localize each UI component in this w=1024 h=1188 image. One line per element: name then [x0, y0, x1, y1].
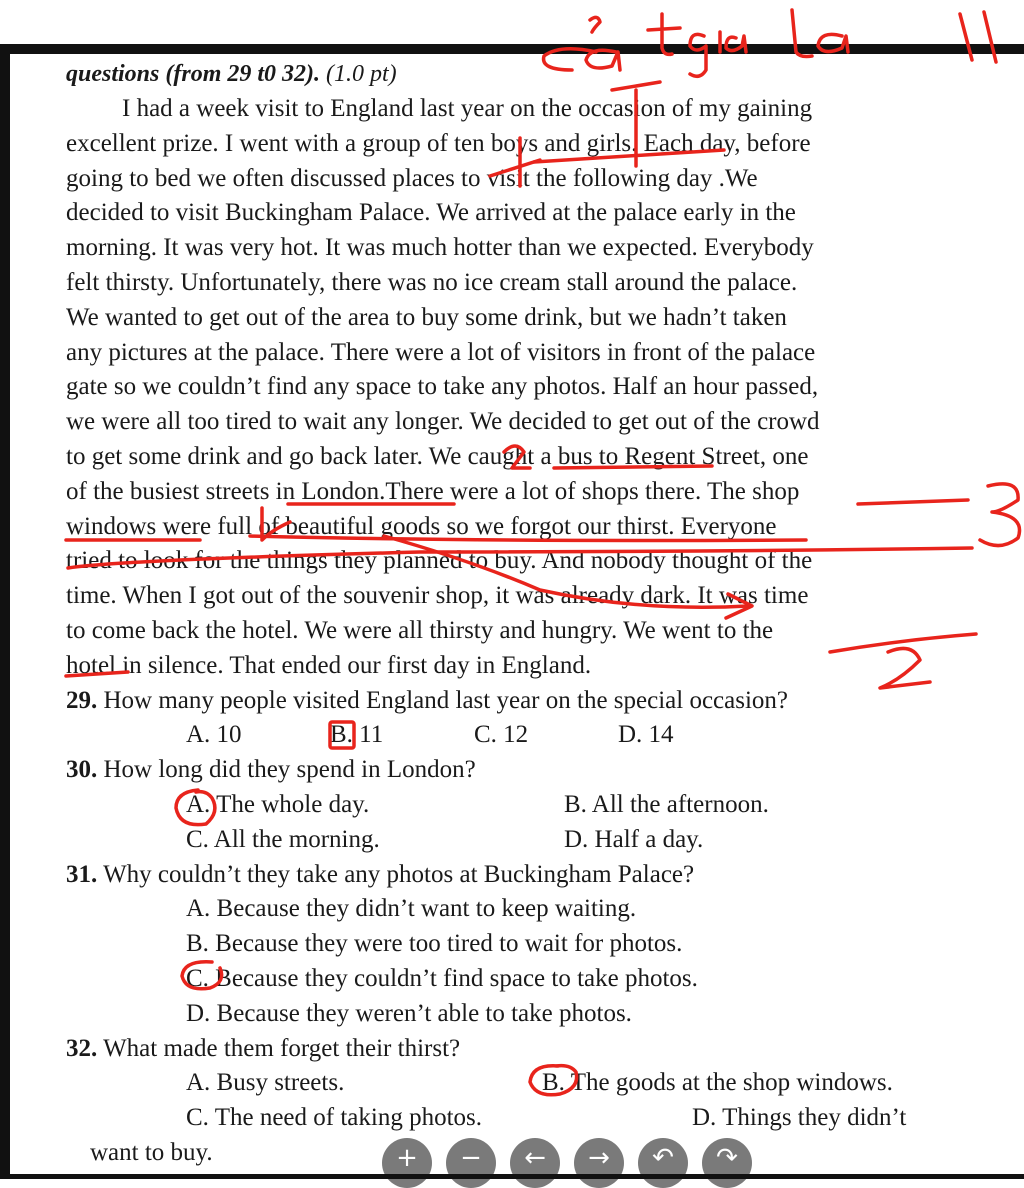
- header-points: (1.0 pt): [326, 61, 397, 87]
- option-31-c[interactable]: C. Because they couldn’t find space to take photos.: [186, 964, 698, 992]
- passage-line: going to bed we often discussed places to visit the following day .We: [66, 164, 758, 192]
- rotate-right-button[interactable]: [702, 1138, 752, 1188]
- passage-line: time. When I got out of the souvenir shop, it was already dark. It was time: [66, 582, 809, 610]
- option-30-c[interactable]: C. All the morning.: [186, 825, 380, 853]
- option-32-a[interactable]: A. Busy streets.: [186, 1069, 345, 1097]
- passage-line: gate so we couldn’t find any space to take any photos. Half an hour passed,: [66, 373, 819, 401]
- passage-line: I had a week visit to England last year on the occasion of my gaining: [122, 95, 813, 122]
- option-31-b[interactable]: B. Because they were too tired to wait for photos.: [186, 930, 683, 958]
- bottom-border: [0, 1174, 1024, 1179]
- passage-line: of the busiest streets in London.There were a lot of shops there. The shop: [66, 477, 800, 505]
- passage-line: to get some drink and go back later. We caught a bus to Regent Street, one: [66, 442, 809, 470]
- arrow-right-icon: →: [588, 1143, 610, 1173]
- question-30-options-row1: [66, 788, 966, 823]
- passage-line: felt thirsty. Unfortunately, there was no ice cream stall around the palace.: [66, 268, 798, 296]
- mark-3: [980, 484, 1020, 546]
- option-30-d[interactable]: D. Half a day.: [564, 825, 704, 853]
- passage-line: windows were full of beautiful goods so we forgot our thirst. Everyone: [66, 512, 777, 540]
- question-31: 31. Why couldn’t they take any photos at Buckingham Palace?: [66, 860, 695, 888]
- left-border: [0, 44, 10, 1179]
- rotate-right-icon: ↷: [716, 1143, 738, 1173]
- document: [66, 56, 966, 1171]
- option-32-b[interactable]: B. The goods at the shop windows.: [542, 1069, 893, 1097]
- option-29-b[interactable]: B. 11: [330, 721, 384, 749]
- question-29-options: [66, 718, 966, 753]
- passage-line: to come back the hotel. We were all thirsty and hungry. We went to the: [66, 616, 774, 644]
- title-tone-mark: [590, 17, 600, 32]
- next-button[interactable]: [574, 1138, 624, 1188]
- question-29: 29. How many people visited England last year on the special occasion?: [66, 686, 789, 714]
- option-32-d-continuation: want to buy.: [90, 1138, 213, 1166]
- passage-line: morning. It was very hot. It was much hotter than we expected. Everybody: [66, 234, 814, 262]
- passage-line: decided to visit Buckingham Palace. We arrived at the palace early in the: [66, 199, 796, 227]
- option-32-c[interactable]: C. The need of taking photos.: [186, 1104, 483, 1132]
- option-32-d[interactable]: D. Things they didn’t: [692, 1104, 907, 1132]
- section-header: [66, 56, 966, 92]
- question-30-options-row2: [66, 823, 966, 858]
- rotate-left-icon: ↶: [652, 1143, 674, 1173]
- option-31-a[interactable]: A. Because they didn’t want to keep waiting.: [186, 895, 637, 923]
- passage-line: tried to look for the things they planned to buy. And nobody thought of the: [66, 547, 813, 575]
- title-stroke-11: [960, 12, 996, 62]
- previous-button[interactable]: [510, 1138, 560, 1188]
- zoom-in-icon: +: [396, 1143, 418, 1173]
- option-30-a[interactable]: A. The whole day.: [186, 790, 370, 818]
- question-32-options-row2: [66, 1101, 966, 1136]
- passage-line: We wanted to get out of the area to buy some drink, but we hadn’t taken: [66, 303, 787, 331]
- zoom-in-button[interactable]: [382, 1138, 432, 1188]
- passage-line: we were all too tired to wait any longer. We decided to get out of the crowd: [66, 408, 820, 436]
- passage-line: excellent prize. I went with a group of ten boys and girls. Each day, before: [66, 129, 811, 157]
- question-32-options-row1: [66, 1066, 966, 1101]
- arrow-left-icon: ←: [524, 1143, 546, 1173]
- option-31-d[interactable]: D. Because they weren’t able to take photos.: [186, 999, 632, 1027]
- zoom-out-button[interactable]: [446, 1138, 496, 1188]
- zoom-out-icon: −: [460, 1143, 482, 1173]
- passage-line: hotel in silence. That ended our first day in England.: [66, 651, 592, 679]
- option-29-c[interactable]: C. 12: [474, 721, 529, 749]
- question-30: 30. How long did they spend in London?: [66, 756, 476, 784]
- rotate-left-button[interactable]: [638, 1138, 688, 1188]
- top-border: [0, 44, 1024, 54]
- header-title: questions (from 29 t0 32).: [66, 61, 321, 87]
- option-29-d[interactable]: D. 14: [618, 721, 674, 749]
- option-29-a[interactable]: A. 10: [186, 721, 242, 749]
- option-30-b[interactable]: B. All the afternoon.: [564, 790, 769, 818]
- question-32: 32. What made them forget their thirst?: [66, 1034, 461, 1062]
- passage-line: any pictures at the palace. There were a lot of visitors in front of the palace: [66, 338, 816, 366]
- reading-passage: [66, 92, 966, 684]
